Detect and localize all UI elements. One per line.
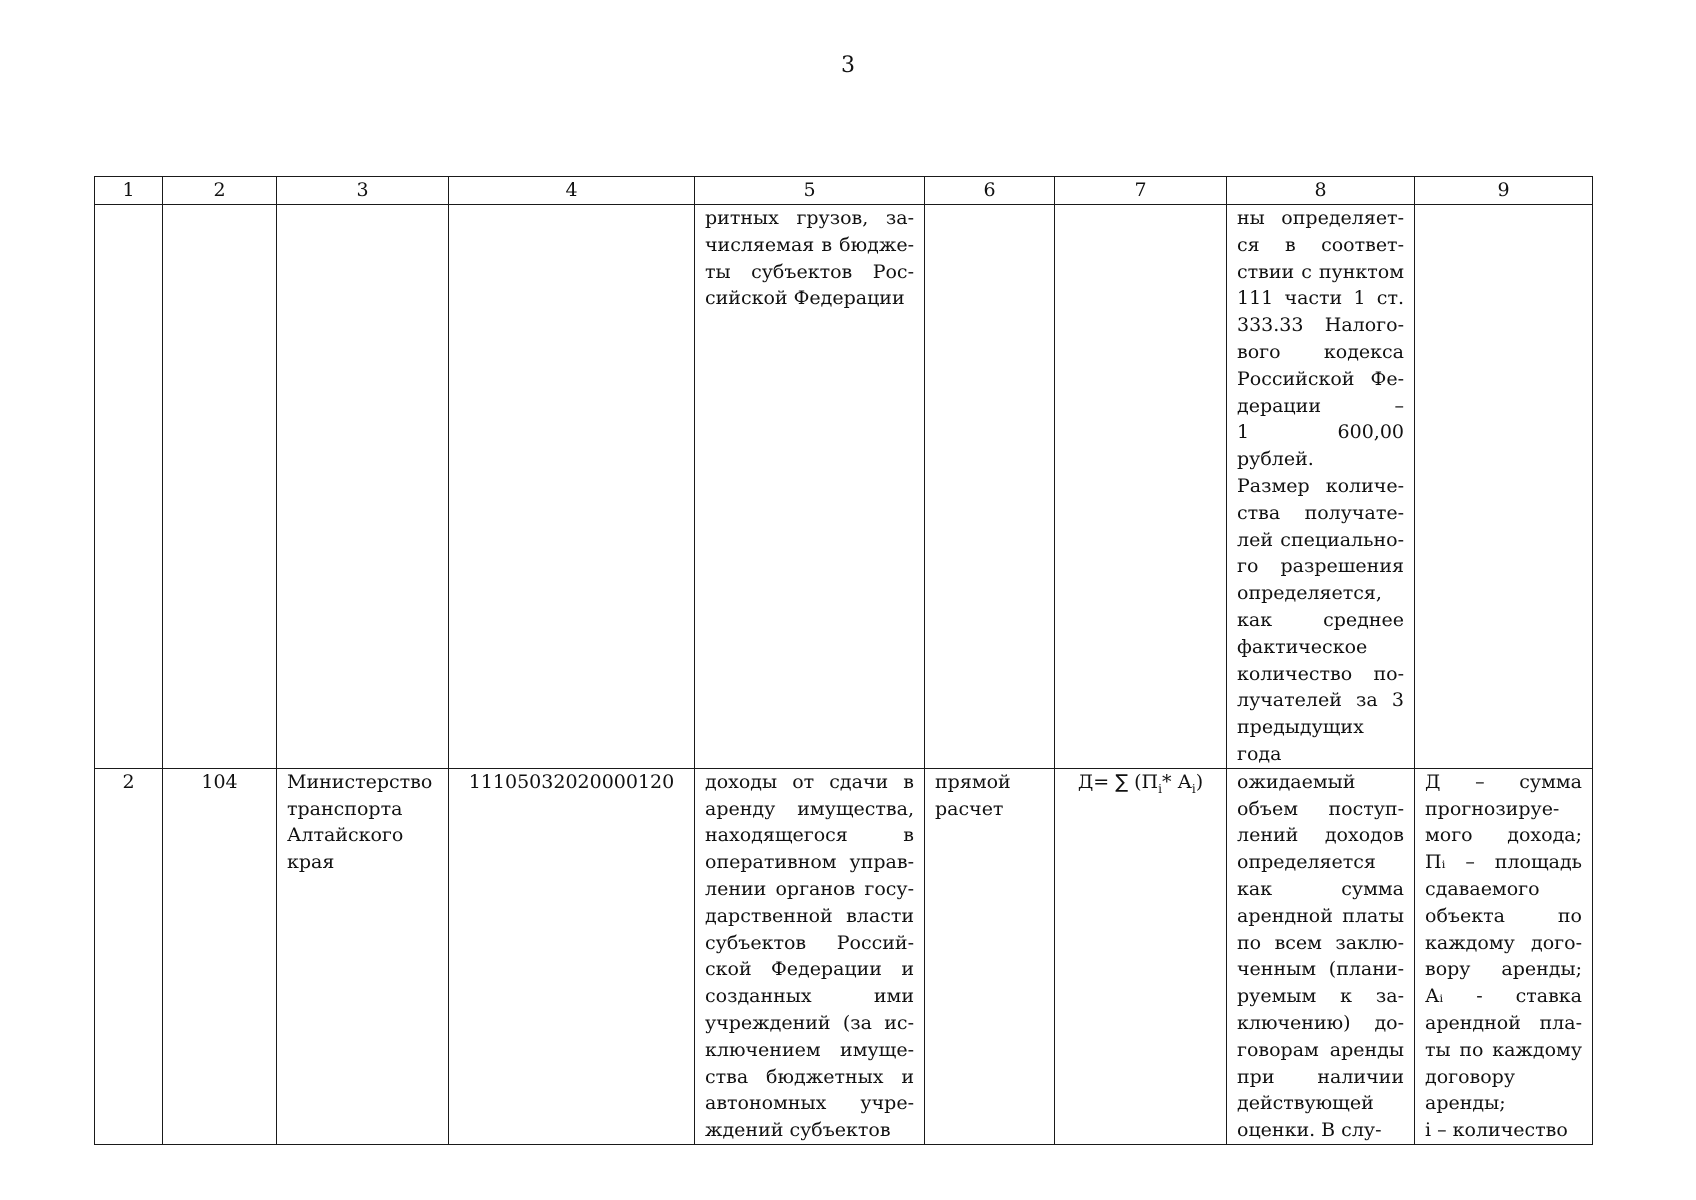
text-line: края [287, 851, 335, 874]
method-cell [925, 768, 1055, 1144]
sigma-symbol: ∑ [1115, 770, 1129, 793]
text-line: ключению) до- [1237, 1011, 1404, 1034]
text-line: дерации – [1237, 394, 1404, 417]
text-line: ждений субъектов [705, 1119, 891, 1142]
row-number-cell [95, 768, 163, 1144]
text-line: Пᵢ – площадь [1425, 851, 1582, 874]
text-line: i – количество [1425, 1119, 1568, 1142]
cont-cell-2 [163, 205, 277, 769]
header-cell-2: 2 [163, 177, 277, 205]
calculation-algorithm [1237, 769, 1404, 1144]
indicator-description-cell [1415, 768, 1593, 1144]
text-line: лей специально- [1237, 528, 1404, 551]
text-line: расчет [935, 797, 1004, 820]
cont-cell-3 [277, 205, 449, 769]
cont-cell-8 [1227, 205, 1415, 769]
formula-close-paren: ) [1195, 770, 1204, 793]
text-line: ченным (плани- [1237, 958, 1404, 981]
text-line: аренды; [1425, 1092, 1506, 1115]
text-line: оценки. В слу- [1237, 1119, 1382, 1142]
cont-calculation-text [1237, 205, 1404, 768]
text-line: действующей [1237, 1092, 1374, 1115]
kbk-code-cell [449, 768, 695, 1144]
admin-code: 104 [201, 770, 238, 793]
text-line: 1 600,00 рублей. [1237, 421, 1404, 471]
text-line: Алтайского [287, 824, 404, 847]
formula-a: А [1177, 770, 1192, 793]
text-line: договору [1425, 1065, 1516, 1088]
administrator-cell [277, 768, 449, 1144]
text-line: учреждений (за ис- [705, 1011, 914, 1034]
text-line: ствии с пунктом [1237, 260, 1404, 283]
text-line: фактическое [1237, 635, 1368, 658]
header-cell-9: 9 [1415, 177, 1593, 205]
header-cell-7: 7 [1055, 177, 1227, 205]
text-line: количество по- [1237, 662, 1404, 685]
text-line: доходы от сдачи в [705, 770, 914, 793]
revenue-description [705, 769, 914, 1144]
text-line: ства бюджетных и [705, 1065, 914, 1088]
continuation-row [95, 205, 1593, 769]
row-number: 2 [122, 770, 135, 793]
text-line: Аᵢ - ставка [1425, 985, 1582, 1008]
text-line: созданных ими [705, 985, 914, 1008]
text-line: Размер количе- [1237, 474, 1404, 497]
formula-open-paren: ( [1134, 770, 1142, 793]
text-line: года [1237, 742, 1282, 765]
text-line: Д – сумма [1425, 770, 1582, 793]
text-line: субъектов Россий- [705, 931, 914, 954]
text-line: ожидаемый [1237, 770, 1356, 793]
text-line: лении органов госу- [705, 877, 914, 900]
text-line: сийской Федерации [705, 287, 905, 310]
table-row [95, 768, 1593, 1144]
formula-p-sub: i [1158, 781, 1162, 796]
text-line: объем поступ- [1237, 797, 1404, 820]
text-line: как среднее [1237, 608, 1404, 631]
cont-cell-6 [925, 205, 1055, 769]
text-line: дарственной власти [705, 904, 914, 927]
text-line: мого дохода; [1425, 824, 1582, 847]
text-line: по всем заклю- [1237, 931, 1404, 954]
text-line: предыдущих [1237, 716, 1364, 739]
admin-code-cell [163, 768, 277, 1144]
text-line: ты субъектов Рос- [705, 260, 914, 283]
text-line: Министерство [287, 770, 433, 793]
cont-cell-1 [95, 205, 163, 769]
kbk-code: 11105032020000120 [468, 770, 675, 793]
header-cell-4: 4 [449, 177, 695, 205]
page-number: 3 [841, 53, 855, 78]
text-line: арендной платы [1237, 904, 1404, 927]
text-line: оперативном управ- [705, 851, 914, 874]
indicator-description [1425, 769, 1582, 1144]
text-line: объекта по [1425, 904, 1582, 927]
text-line: ся в соответ- [1237, 233, 1404, 256]
formula-cell [1055, 768, 1227, 1144]
text-line: вого кодекса [1237, 340, 1404, 363]
text-line: лучателей за 3 [1237, 689, 1404, 712]
text-line: ключением имуще- [705, 1038, 914, 1061]
text-line: руемым к за- [1237, 985, 1404, 1008]
text-line: определяется, [1237, 582, 1382, 605]
text-line: го разрешения [1237, 555, 1404, 578]
calculation-algorithm-cell [1227, 768, 1415, 1144]
text-line: арендной пла- [1425, 1011, 1582, 1034]
formula-p: П [1141, 770, 1159, 793]
text-line: сдаваемого [1425, 877, 1540, 900]
header-cell-8: 8 [1227, 177, 1415, 205]
text-line: ритных грузов, за- [705, 207, 914, 229]
cont-cell-7 [1055, 205, 1227, 769]
text-line: говорам аренды [1237, 1038, 1404, 1061]
header-cell-5: 5 [695, 177, 925, 205]
text-line: ства получате- [1237, 501, 1404, 524]
text-line: лений доходов [1237, 824, 1404, 847]
revenue-description-cell [695, 768, 925, 1144]
text-line: автономных учре- [705, 1092, 914, 1115]
header-row [95, 177, 1593, 205]
cont-description-text [705, 205, 914, 312]
text-line: транспорта [287, 797, 403, 820]
text-line: определяется [1237, 851, 1376, 874]
header-cell-3: 3 [277, 177, 449, 205]
text-line: аренду имущества, [705, 797, 914, 820]
administrator-name [287, 769, 438, 876]
text-line: 111 части 1 ст. [1237, 287, 1404, 310]
formula [1065, 769, 1216, 803]
text-line: ской Федерации и [705, 958, 914, 981]
cont-cell-9 [1415, 205, 1593, 769]
method-text [935, 769, 1044, 823]
text-line: числяемая в бюдже- [705, 233, 914, 256]
text-line: прогнозируе- [1425, 797, 1560, 820]
revenue-methodology-table [94, 176, 1593, 1145]
header-cell-1: 1 [95, 177, 163, 205]
text-line: вору аренды; [1425, 958, 1582, 981]
cont-cell-5 [695, 205, 925, 769]
text-line: Российской Фе- [1237, 367, 1404, 390]
cont-cell-4 [449, 205, 695, 769]
text-line: каждому дого- [1425, 931, 1582, 954]
formula-mul: * [1161, 770, 1172, 793]
text-line: ты по каждому [1425, 1038, 1582, 1061]
text-line: 333.33 Налого- [1237, 314, 1404, 337]
formula-lhs: Д= [1077, 770, 1110, 793]
text-line: ны определяет- [1237, 207, 1404, 229]
text-line: находящегося в [705, 824, 914, 847]
text-line: при наличии [1237, 1065, 1404, 1088]
text-line: прямой [935, 770, 1011, 793]
formula-a-sub: i [1191, 781, 1196, 796]
text-line: как сумма [1237, 877, 1404, 900]
header-cell-6: 6 [925, 177, 1055, 205]
